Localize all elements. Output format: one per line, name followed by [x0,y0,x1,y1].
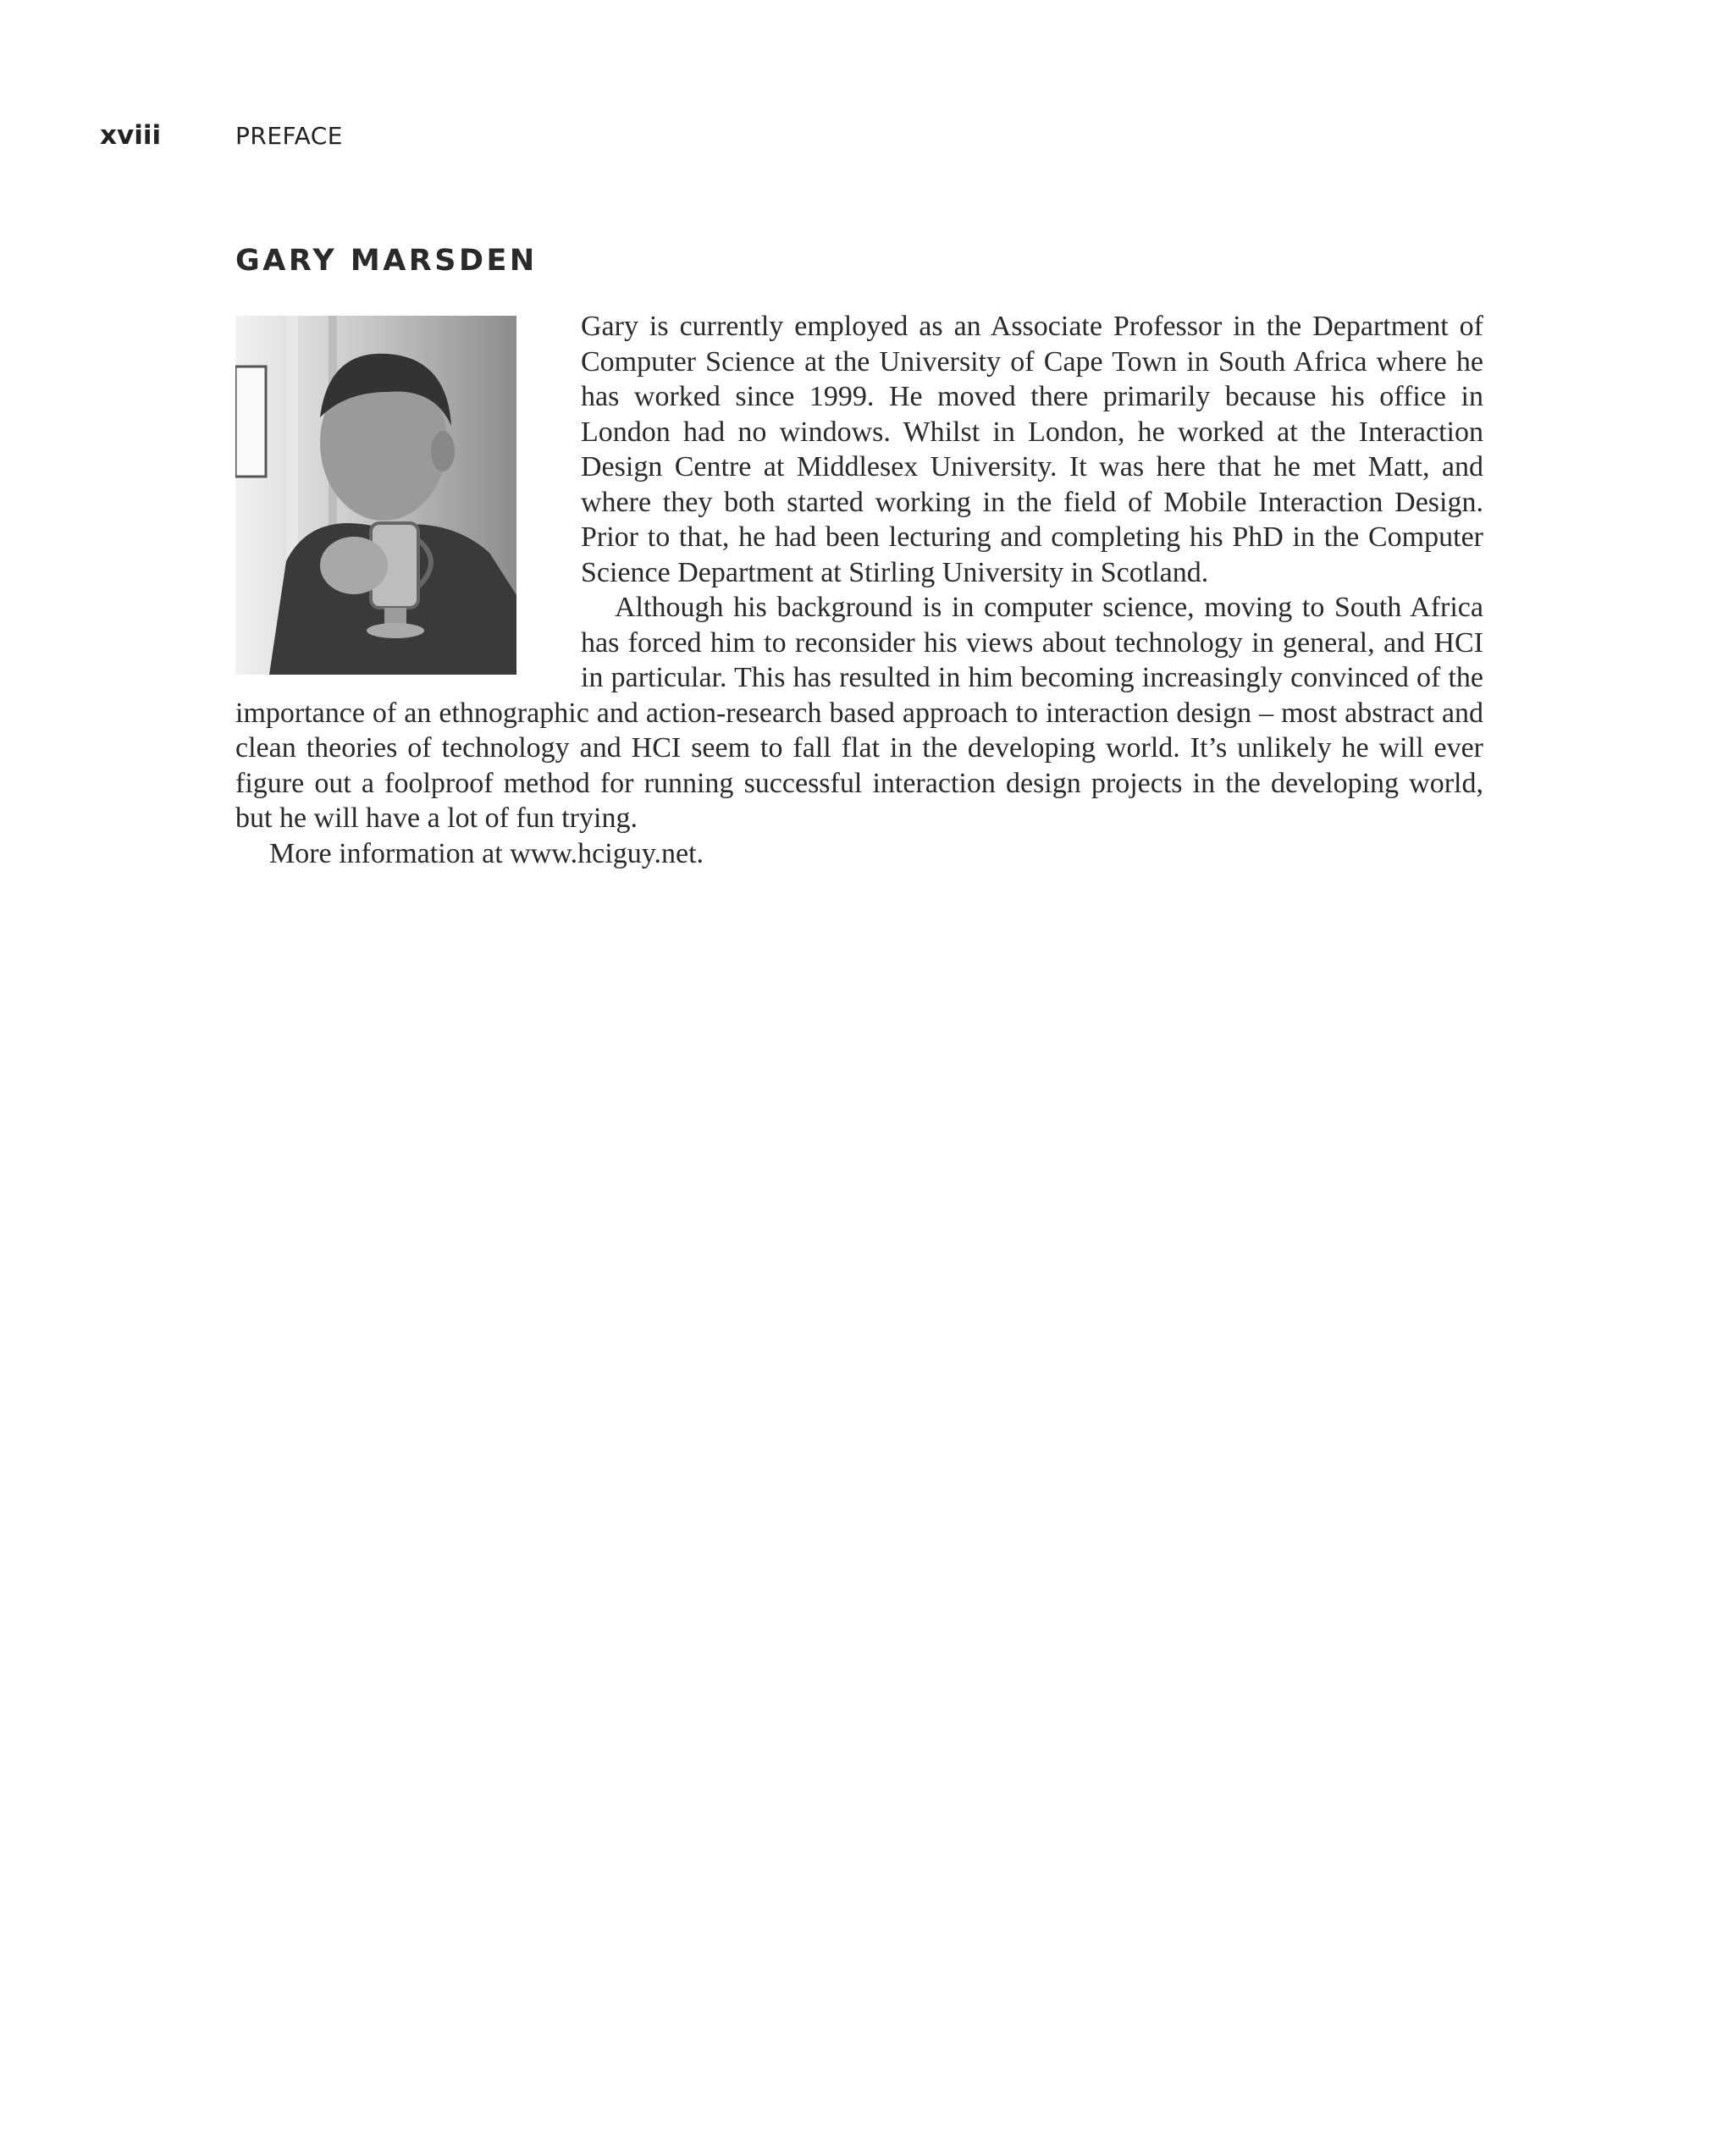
author-photo [235,316,516,675]
author-name-heading: GARY MARSDEN [235,244,538,278]
bio-body [235,309,1483,871]
bio-paragraph: Gary is currently employed as an Associate Professor in the Department of Computer Science at the University of Cape Town in South Africa where he has worked since 1999. He moved there primarily because his office in London had no windows. Whilst in London, he worked at the Interaction Design Centre at Middlesex University. It was here that he met Matt, and where they both started working in the field of Mobile Interaction Design. Prior to that, he had been lecturing and completing his PhD in the Computer Science Department at Stirling University in Scotland. [581,311,1483,588]
bio-paragraph: Although his background is in computer science, moving to South Africa has forced him to reconsider his views about technology in general, and HCI in particular. This has resulted in him becoming increasingly convinced of the importance of an ethnographic and action-research based approach to interaction design – most abstract and clean theories of technology and HCI seem to fall flat in the developing world. It’s unlikely he will ever figure out a foolproof method for running successful interaction design projects in the developing world, but he will have a lot of fun trying. [235,592,1483,834]
running-head [100,120,343,157]
section-label: PREFACE [235,122,343,150]
page-number: xviii [100,120,162,151]
bio-more-info: More information at www.hciguy.net. [269,837,704,869]
author-photo-illustration [235,316,516,675]
